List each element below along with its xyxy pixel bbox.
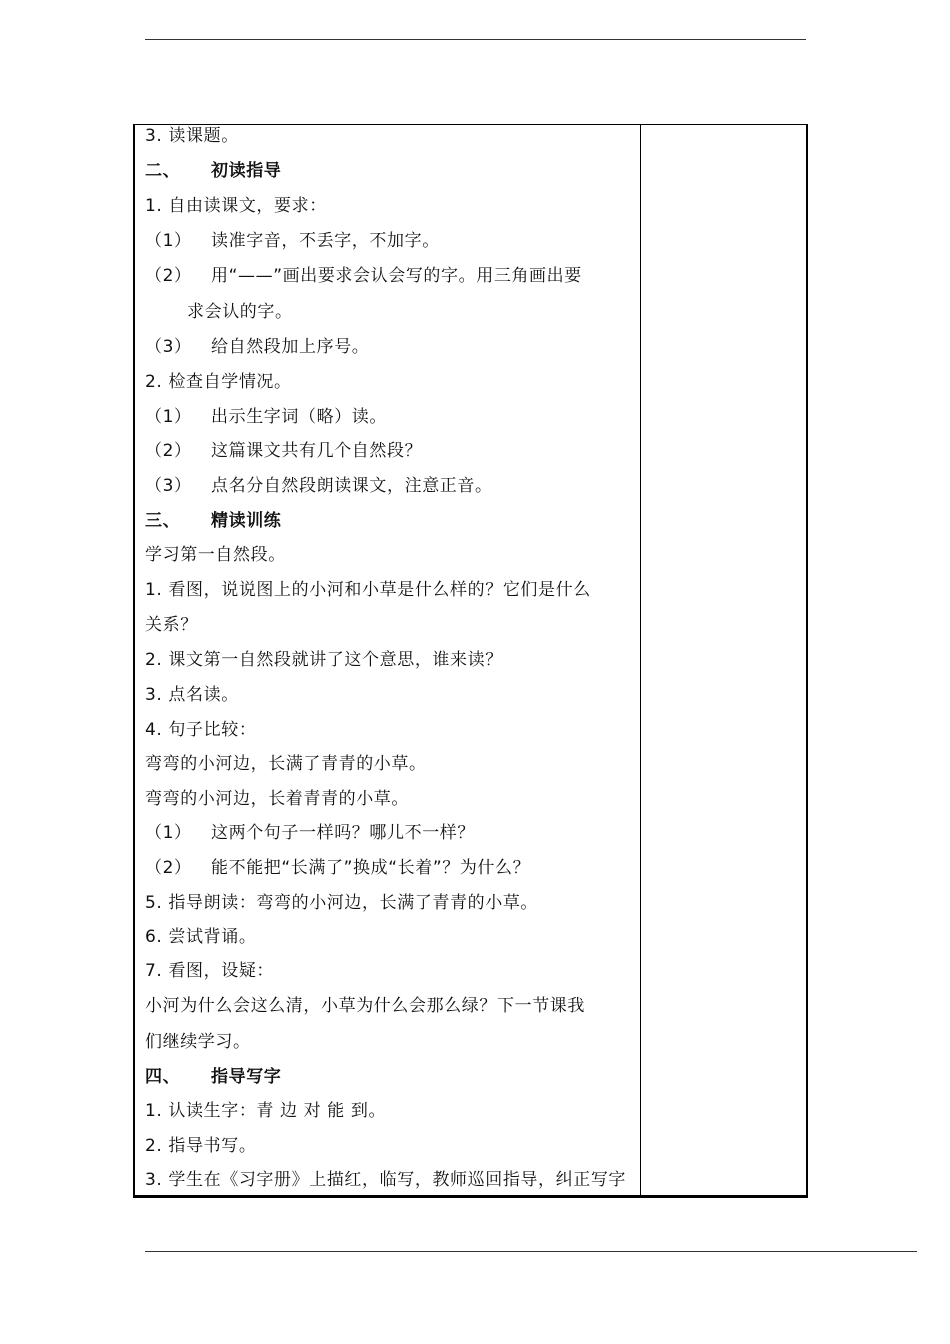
requirement-item: （2） 用“——”画出要求会认会写的字。用三角画出要 [145,266,582,286]
section-heading-writing-guidance: 四、 指导写字 [145,1067,282,1087]
check-item: （3） 点名分自然段朗读课文，注意正音。 [145,476,493,496]
step-check-self-study: 2. 检查自学情况。 [145,372,292,392]
section-heading-first-reading: 二、 初读指导 [145,161,282,181]
requirement-item-continuation: 求会认的字。 [187,302,293,322]
step-call-to-read: 3. 点名读。 [145,685,239,705]
step-recognize-characters: 1. 认读生字：青 边 对 能 到。 [145,1101,387,1121]
example-sentence: 弯弯的小河边，长着青青的小草。 [145,789,409,809]
step-look-and-question: 7. 看图，设疑： [145,961,275,981]
example-sentence: 弯弯的小河边，长满了青青的小草。 [145,754,427,774]
step-try-recite: 6. 尝试背诵。 [145,927,257,947]
comparison-question: （2） 能不能把“长满了”换成“长着”？为什么？ [145,858,531,878]
step-text-reading: 2. 课文第一自然段就讲了这个意思，谁来读？ [145,650,503,670]
footer-rule [145,1251,917,1252]
table-column-divider [640,124,641,1196]
check-item: （1） 出示生字词（略）读。 [145,407,387,427]
step-free-reading: 1. 自由读课文，要求： [145,196,327,216]
step-read-title: 3. 读课题。 [145,126,239,146]
question-text-continuation: 们继续学习。 [145,1032,251,1052]
step-look-at-picture-continuation: 关系？ [145,615,198,635]
requirement-item: （1） 读准字音，不丢字，不加字。 [145,231,440,251]
step-guided-reading: 5. 指导朗读：弯弯的小河边，长满了青青的小草。 [145,893,539,913]
section-heading-intensive-reading: 三、 精读训练 [145,511,282,531]
requirement-item: （3） 给自然段加上序号。 [145,337,370,357]
question-text: 小河为什么会这么清，小草为什么会那么绿？下一节课我 [145,996,585,1016]
step-look-at-picture: 1. 看图，说说图上的小河和小草是什么样的？它们是什么 [145,580,591,600]
step-guide-writing: 2. 指导书写。 [145,1136,257,1156]
check-item: （2） 这篇课文共有几个自然段？ [145,441,423,461]
step-practice-writing: 3. 学生在《习字册》上描红，临写，教师巡回指导，纠正写字 [145,1170,627,1190]
comparison-question: （1） 这两个句子一样吗？哪儿不一样？ [145,823,475,843]
paragraph-intro: 学习第一自然段。 [145,545,286,565]
step-sentence-comparison: 4. 句子比较： [145,720,257,740]
header-rule [145,39,806,40]
